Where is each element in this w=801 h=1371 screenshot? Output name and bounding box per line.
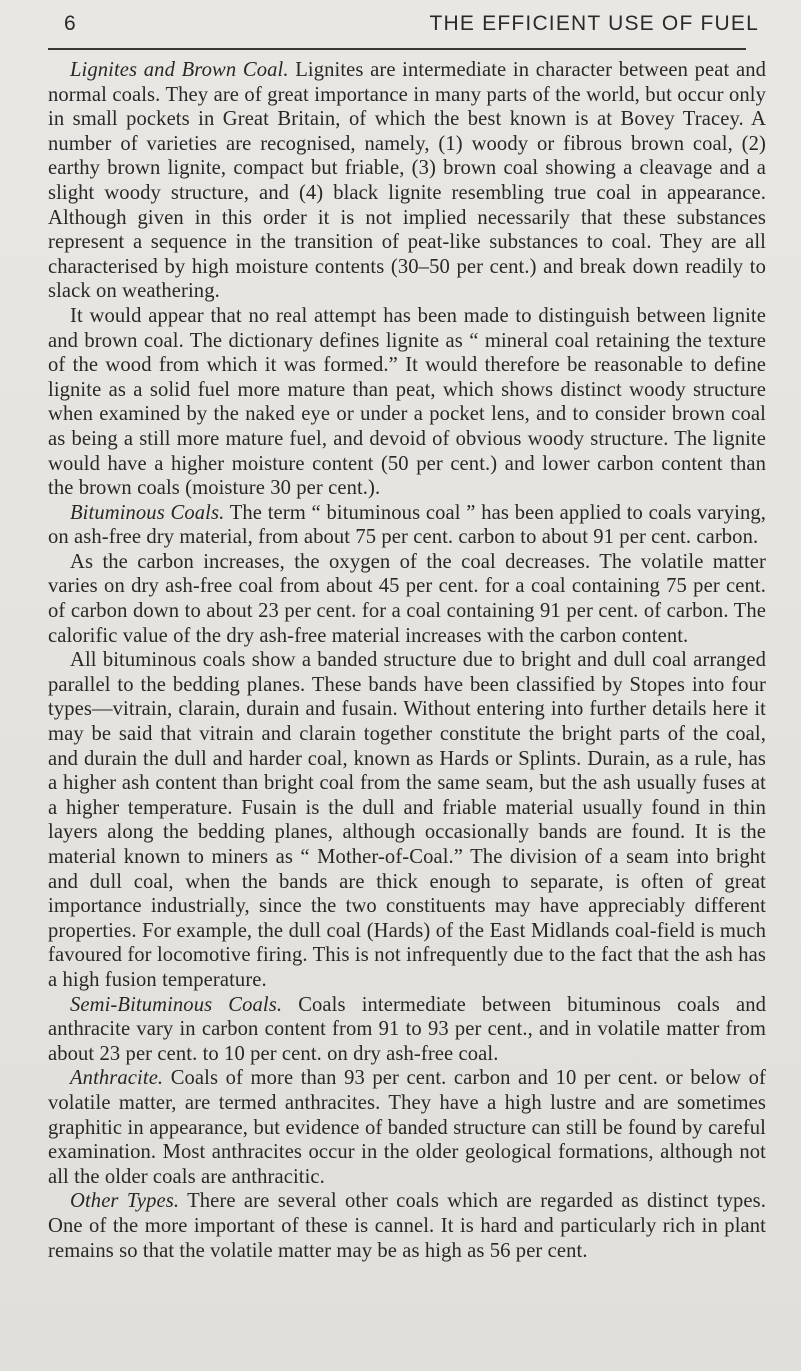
section-heading-anthracite: Anthracite. (70, 1067, 164, 1090)
body-text (48, 58, 767, 1263)
paragraph-text: There are several other coals which are regarded as distinct types. One of the more important of these is cannel. It is hard and particularly rich in plant remains so that the volatile matter may be as high as 56 per cent. (48, 1190, 766, 1262)
book-title: THE EFFICIENT USE OF FUEL (429, 12, 759, 35)
paragraph-text: As the carbon increases, the oxygen of the coal decreases. The volatile matter varies on dry ash-free coal from about 45 per cent. for a coal containing 75 per cent. of carbon down to about 23 per cent. for a coal containing 91 per cent. of carbon. The calorific value of the dry ash-free material increases with the carbon content. (48, 550, 766, 647)
section-heading-bituminous: Bituminous Coals. (70, 501, 225, 524)
paragraph-lignites (48, 58, 766, 304)
paragraph-banded-structure (48, 648, 766, 992)
section-heading-other-types: Other Types. (70, 1190, 180, 1213)
section-heading-semi-bituminous: Semi-Bituminous Coals. (70, 993, 283, 1016)
running-head (48, 8, 767, 38)
section-heading-lignites: Lignites and Brown Coal. (70, 59, 289, 81)
paragraph-text: Coals intermediate between bituminous coals and anthracite vary in carbon content from 91 to 93 per cent., and in volatile matter from about 23 per cent. to 10 per cent. on dry ash-free coal. (48, 993, 766, 1065)
paragraph-bituminous (48, 501, 766, 550)
paragraph-other-types (48, 1189, 766, 1263)
paragraph-text: Lignites are intermediate in character between peat and normal coals. They are of great importance in many parts of the world, but occur only in small pockets in Great Britain, of which the best known is at Bovey Tracey. A number of varieties are recognised, namely, (1) woody or fibrous brown coal, (2) earthy brown lignite, compact but friable, (3) brown coal showing a cleavage and a slight woody structure, and (4) black lignite resembling true coal in appearance. Although given in this order it is not implied necessarily that these substances represent a sequence in the transition of peat-like substances to coal. They are all characterised by high moisture contents (30–50 per cent.) and break down readily to slack on weathering. (48, 59, 766, 303)
paragraph-lignite-definition (48, 304, 766, 501)
paragraph-text: Coals of more than 93 per cent. carbon and 10 per cent. or below of volatile matter, are termed anthracites. They have a high lustre and are sometimes graphitic in appearance, but evidence of banded structure can still be found by careful examination. Most anthracites occur in the older geological formations, although not all the older coals are anthracitic. (48, 1067, 767, 1188)
paragraph-text: It would appear that no real attempt has been made to distinguish between lignite and brown coal. The dictionary defines lignite as “ mineral coal retaining the texture of the wood from which it was formed.” It would therefore be reasonable to define lignite as a solid fuel more mature than peat, which shows distinct woody structure when examined by the naked eye or under a pocket lens, and to consider brown coal as being a still more mature fuel, and devoid of obvious woody structure. The lignite would have a higher moisture content (50 per cent.) and lower carbon content than the brown coals (moisture 30 per cent.). (48, 304, 766, 500)
header-rule (48, 48, 746, 50)
paragraph-text: All bituminous coals show a banded structure due to bright and dull coal arranged parallel to the bedding planes. These bands have been classified by Stopes into four types—vitrain, clarain, durain and fusain. Without entering into further details here it may be said that vitrain and clarain together constitute the bright parts of the coal, and durain the dull and harder coal, known as Hards or Splints. Durain, as a rule, has a higher ash content than bright coal from the same seam, but the ash usually fuses at a higher temperature. Fusain is the dull and friable material usually found in thin layers along the bedding planes, although occasionally bands are found. It is the material known to miners as “ Mother-of-Coal.” The division of a seam into bright and dull coal, when the bands are thick enough to separate, is often of great importance industrially, since the two constituents may have appreciably different properties. For example, the dull coal (Hards) of the East Midlands coal-field is much favoured for locomotive firing. This is not infrequently due to the fact that the ash has a high fusion temperature. (48, 649, 766, 991)
paragraph-anthracite (48, 1066, 766, 1189)
paragraph-semi-bituminous (48, 993, 766, 1067)
page-number: 6 (64, 12, 77, 35)
paragraph-text: The term “ bituminous coal ” has been applied to coals varying, on ash-free dry material, from about 75 per cent. carbon to about 91 per cent. carbon. (48, 501, 766, 549)
paragraph-carbon-oxygen (48, 550, 766, 648)
